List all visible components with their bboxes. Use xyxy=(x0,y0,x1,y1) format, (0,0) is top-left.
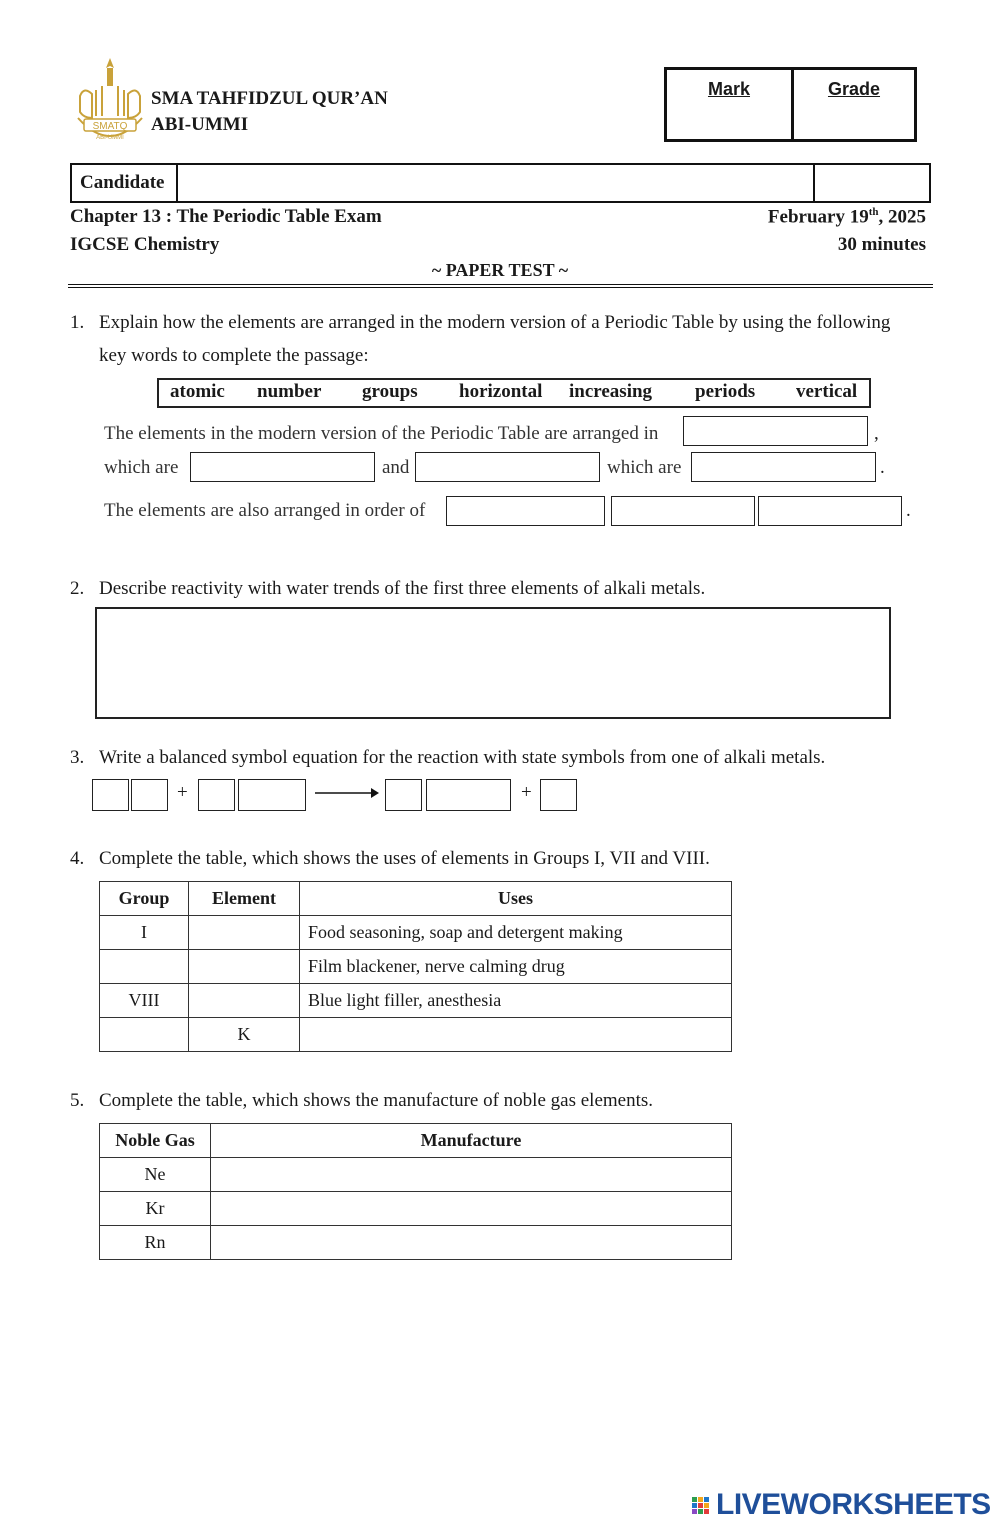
q1-period: . xyxy=(880,457,885,478)
col-uses: Uses xyxy=(300,882,732,916)
cell-uses-input[interactable] xyxy=(300,1018,732,1052)
mark-label: Mark xyxy=(707,79,751,99)
candidate-label: Candidate xyxy=(72,165,178,201)
cell-group: VIII xyxy=(100,984,189,1018)
q2-number: 2. xyxy=(70,578,85,599)
eq-plus-1: + xyxy=(177,782,188,803)
table-row xyxy=(100,1192,732,1226)
q3-number: 3. xyxy=(70,747,85,768)
school-name xyxy=(151,86,388,138)
q5-number: 5. xyxy=(70,1090,85,1111)
q2-answer-box[interactable] xyxy=(95,607,891,719)
table-row xyxy=(100,1018,732,1052)
cell-uses: Food seasoning, soap and detergent making xyxy=(300,916,732,950)
school-name-line2: ABI-UMMI xyxy=(151,114,249,135)
keyword-bank xyxy=(157,378,871,408)
keyword-periods[interactable]: periods xyxy=(695,381,756,402)
table-row xyxy=(100,1226,732,1260)
q5-text: Complete the table, which shows the manufacture of noble gas elements. xyxy=(99,1090,654,1111)
col-noble-gas: Noble Gas xyxy=(100,1124,211,1158)
keyword-groups[interactable]: groups xyxy=(362,381,418,402)
q1-sentence1: The elements in the modern version of the Periodic Table are arranged in xyxy=(104,423,659,444)
svg-text:ABI-UMMI: ABI-UMMI xyxy=(96,135,124,141)
brand-name: LIVEWORKSHEETS xyxy=(716,1488,991,1521)
q1-blank-6[interactable] xyxy=(611,496,755,526)
candidate-name-field[interactable] xyxy=(180,165,815,201)
mark-grade-box xyxy=(664,67,917,142)
keyword-increasing[interactable]: increasing xyxy=(569,381,653,402)
q2-text: Describe reactivity with water trends of the first three elements of alkali metals. xyxy=(99,578,706,599)
arrow-icon xyxy=(315,785,379,801)
exam-title: Chapter 13 : The Periodic Table Exam xyxy=(70,206,382,227)
liveworksheets-icon xyxy=(692,1497,716,1519)
q1-blank-7[interactable] xyxy=(758,496,902,526)
q1-comma: , xyxy=(874,423,879,444)
cell-group-input[interactable] xyxy=(100,950,189,984)
cell-element: K xyxy=(189,1018,300,1052)
eq-product1-formula[interactable] xyxy=(385,779,422,811)
table-row xyxy=(100,984,732,1018)
school-name-line1: SMA TAHFIDZUL QUR’AN xyxy=(151,88,388,109)
candidate-number-field[interactable] xyxy=(815,165,929,201)
uses-table-header xyxy=(100,882,732,916)
q1-text-line2: key words to complete the passage: xyxy=(99,345,369,366)
q1-blank-3[interactable] xyxy=(415,452,600,482)
eq-reactant2-state[interactable] xyxy=(238,779,306,811)
eq-product1-state[interactable] xyxy=(426,779,511,811)
q1-which-are-2: which are xyxy=(607,457,682,478)
cell-manufacture-input[interactable] xyxy=(211,1158,732,1192)
table-row xyxy=(100,950,732,984)
keyword-atomic[interactable]: atomic xyxy=(170,381,225,402)
logo-text: SMATQ xyxy=(92,121,128,132)
eq-reactant1-symbol[interactable] xyxy=(92,779,129,811)
q1-period-2: . xyxy=(906,500,911,521)
q4-text: Complete the table, which shows the uses of elements in Groups I, VII and VIII. xyxy=(99,848,710,869)
header-divider xyxy=(68,284,933,285)
cell-noble-gas: Rn xyxy=(100,1226,211,1260)
cell-uses: Blue light filler, anesthesia xyxy=(300,984,732,1018)
q1-blank-5[interactable] xyxy=(446,496,605,526)
q1-blank-2[interactable] xyxy=(190,452,375,482)
q4-number: 4. xyxy=(70,848,85,869)
q1-blank-4[interactable] xyxy=(691,452,876,482)
cell-element-input[interactable] xyxy=(189,916,300,950)
school-logo xyxy=(74,56,146,154)
eq-product2[interactable] xyxy=(540,779,577,811)
table-row xyxy=(100,916,732,950)
q1-which-are-1: which are xyxy=(104,457,179,478)
duration: 30 minutes xyxy=(837,234,926,255)
cell-manufacture-input[interactable] xyxy=(211,1192,732,1226)
q3-text: Write a balanced symbol equation for the reaction with state symbols from one of alkali metals. xyxy=(99,747,826,768)
q1-sentence2: The elements are also arranged in order of xyxy=(104,500,426,521)
keyword-vertical[interactable]: vertical xyxy=(796,381,858,402)
keyword-number[interactable]: number xyxy=(257,381,322,402)
eq-reactant1-state[interactable] xyxy=(131,779,168,811)
cell-group-input[interactable] xyxy=(100,1018,189,1052)
uses-table xyxy=(99,881,732,1052)
cell-group: I xyxy=(100,916,189,950)
cell-manufacture-input[interactable] xyxy=(211,1226,732,1260)
grade-label: Grade xyxy=(827,79,881,99)
q1-number: 1. xyxy=(70,312,85,333)
col-group: Group xyxy=(100,882,189,916)
exam-date: February 19th, 2025 xyxy=(767,206,926,228)
eq-reactant2-formula[interactable] xyxy=(198,779,235,811)
cell-noble-gas: Ne xyxy=(100,1158,211,1192)
table-row xyxy=(100,1158,732,1192)
q1-and: and xyxy=(382,457,410,478)
col-element: Element xyxy=(189,882,300,916)
manufacture-table-header xyxy=(100,1124,732,1158)
candidate-row xyxy=(70,163,931,203)
keyword-horizontal[interactable]: horizontal xyxy=(459,381,543,402)
cell-noble-gas: Kr xyxy=(100,1192,211,1226)
manufacture-table xyxy=(99,1123,732,1260)
cell-uses: Film blackener, nerve calming drug xyxy=(300,950,732,984)
subject: IGCSE Chemistry xyxy=(70,234,220,255)
header-divider-2 xyxy=(68,287,933,288)
eq-plus-2: + xyxy=(521,782,532,803)
cell-element-input[interactable] xyxy=(189,984,300,1018)
cell-element-input[interactable] xyxy=(189,950,300,984)
q1-text-line1: Explain how the elements are arranged in the modern version of a Periodic Table by using the following xyxy=(99,312,891,333)
paper-type: ~ PAPER TEST ~ xyxy=(431,260,569,280)
q1-blank-1[interactable] xyxy=(683,416,868,446)
col-manufacture: Manufacture xyxy=(211,1124,732,1158)
